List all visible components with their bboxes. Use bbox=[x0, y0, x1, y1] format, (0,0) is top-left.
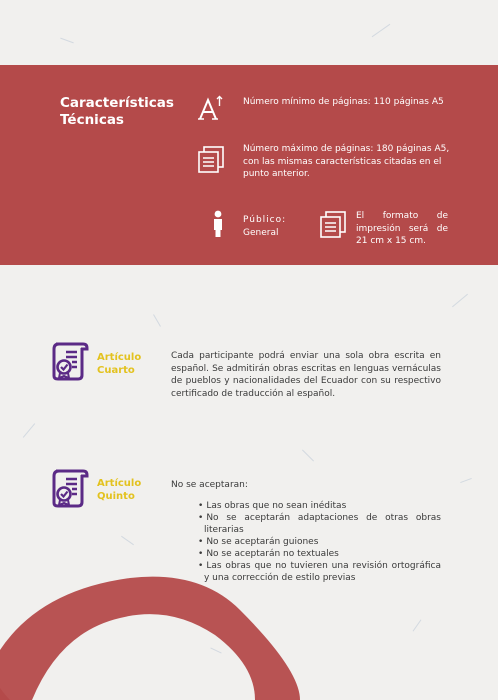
document-pages-icon bbox=[318, 210, 348, 244]
print-format-text: El formato de impresión será de 21 cm x 15 cm. bbox=[356, 211, 448, 246]
rejection-intro: No se aceptaran: bbox=[171, 480, 248, 490]
article-label: Artículo Cuarto bbox=[97, 352, 142, 376]
document-pages-icon bbox=[196, 145, 226, 179]
list-item: • No se aceptarán no textuales bbox=[196, 548, 441, 560]
list-item: • Las obras que no tuvieren una revisión ortográfica y una corrección de estilo previas bbox=[196, 560, 441, 584]
min-pages-text: Número mínimo de páginas: 110 páginas A5 bbox=[243, 97, 444, 107]
person-icon bbox=[211, 210, 225, 242]
public-text: Público: General bbox=[243, 215, 287, 238]
certificate-document-icon bbox=[50, 340, 90, 386]
list-item: • No se aceptarán adaptaciones de otras obras literarias bbox=[196, 512, 441, 536]
brush-stroke-decoration bbox=[0, 570, 498, 700]
section-title: Características Técnicas bbox=[60, 95, 174, 128]
certificate-document-icon bbox=[50, 467, 90, 513]
article-label: Artículo Quinto bbox=[97, 478, 142, 502]
font-size-icon bbox=[196, 95, 224, 127]
max-pages-text: Número máximo de páginas: 180 páginas A5, con las mismas características citadas en el punto anterior. bbox=[243, 144, 450, 179]
list-item: • Las obras que no sean inéditas bbox=[196, 500, 441, 512]
article-body-text: Cada participante podrá enviar una sola obra escrita en español. Se admitirán obras escritas en lenguas vernáculas de pueblos y nacionalidades del Ecuador con su respectivo certificado de traducción al español. bbox=[171, 351, 441, 399]
list-item: • No se aceptarán guiones bbox=[196, 536, 441, 548]
